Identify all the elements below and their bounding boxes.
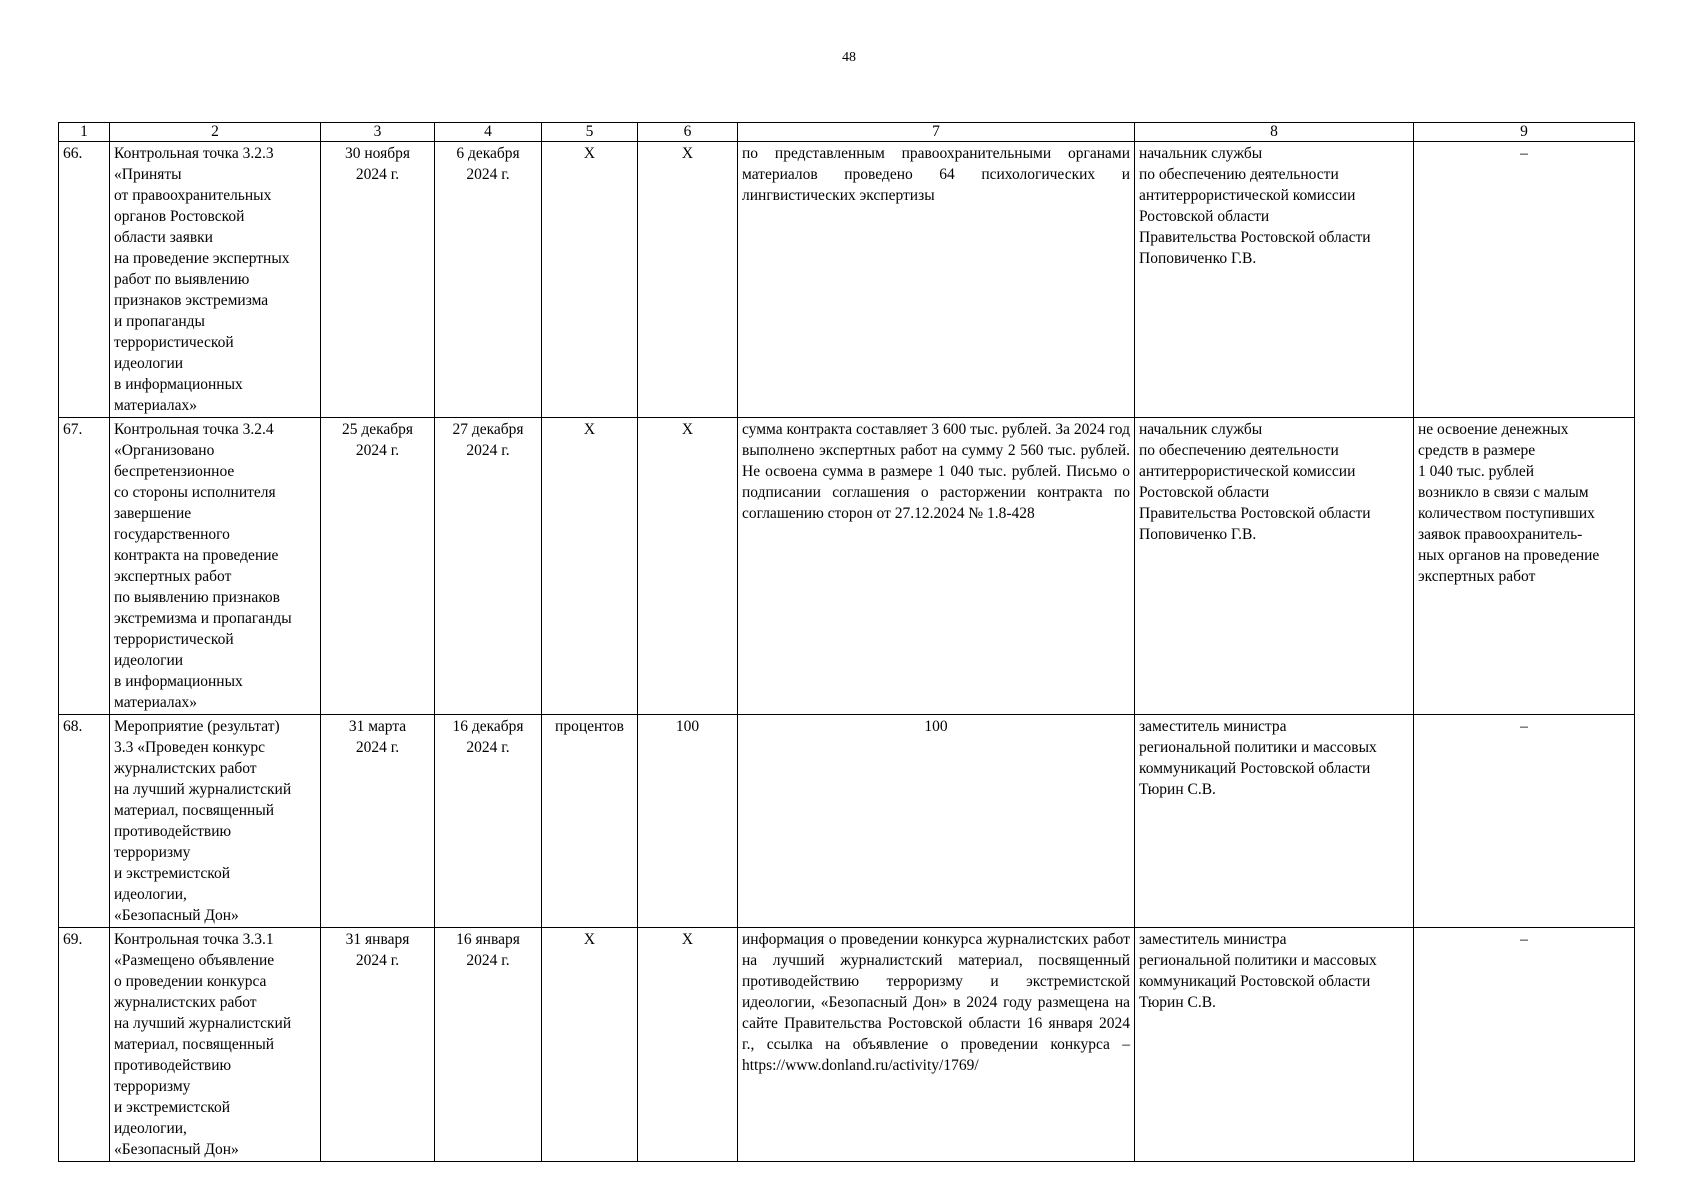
header-col-4: 4 (435, 123, 542, 142)
header-col-6: 6 (638, 123, 738, 142)
fact-date: 27 декабря 2024 г. (435, 418, 542, 715)
result: 100 (738, 715, 1135, 928)
header-col-2: 2 (110, 123, 321, 142)
note: – (1414, 715, 1635, 928)
header-col-3: 3 (321, 123, 435, 142)
plan-date: 31 марта 2024 г. (321, 715, 435, 928)
row-number: 68. (59, 715, 110, 928)
result: сумма контракта составляет 3 600 тыс. рублей. За 2024 год выполнено экспертных работ на сумму 2 560 тыс. рублей. Не освоена сумма в размере 1 040 тыс. рублей. Письмо о подписании соглашения о расторжении контракта по соглашению сторон от 27.12.2024 № 1.8-428 (738, 418, 1135, 715)
result: по представленным правоохранительными органами материалов проведено 64 психологических и лингвистических экспертизы (738, 142, 1135, 418)
fact-date: 6 декабря 2024 г. (435, 142, 542, 418)
unit: Х (542, 418, 638, 715)
event-name: Мероприятие (результат) 3.3 «Проведен конкурс журналистских работ на лучший журналистский материал, посвященный противодействию терроризму и экстремистской идеологии, «Безопасный Дон» (110, 715, 321, 928)
header-row (59, 123, 1635, 142)
unit: процентов (542, 715, 638, 928)
table-row (59, 142, 1635, 418)
responsible: начальник службы по обеспечению деятельности антитеррористической комиссии Ростовской области Правительства Ростовской области Поповиченко Г.В. (1135, 142, 1414, 418)
event-name: Контрольная точка 3.2.4 «Организовано беспретензионное со стороны исполнителя завершение государственного контракта на проведение экспертных работ по выявлению признаков экстремизма и пропаганды террористической идеологии в информационных материалах» (110, 418, 321, 715)
fact-date: 16 декабря 2024 г. (435, 715, 542, 928)
plan-date: 25 декабря 2024 г. (321, 418, 435, 715)
plan-date: 31 января 2024 г. (321, 928, 435, 1162)
header-col-5: 5 (542, 123, 638, 142)
responsible: начальник службы по обеспечению деятельности антитеррористической комиссии Ростовской области Правительства Ростовской области Поповиченко Г.В. (1135, 418, 1414, 715)
header-col-9: 9 (1414, 123, 1635, 142)
note: не освоение денежных средств в размере 1 040 тыс. рублей возникло в связи с малым количеством поступивших заявок правоохранитель- ных органов на проведение экспертных работ (1414, 418, 1635, 715)
header-col-1: 1 (59, 123, 110, 142)
responsible: заместитель министра региональной политики и массовых коммуникаций Ростовской области Тюрин С.В. (1135, 928, 1414, 1162)
table-row (59, 715, 1635, 928)
responsible: заместитель министра региональной политики и массовых коммуникаций Ростовской области Тюрин С.В. (1135, 715, 1414, 928)
event-name: Контрольная точка 3.3.1 «Размещено объявление о проведении конкурса журналистских работ на лучший журналистский материал, посвященный противодействию терроризму и экстремистской идеологии, «Безопасный Дон» (110, 928, 321, 1162)
plan-date: 30 ноября 2024 г. (321, 142, 435, 418)
value: 100 (638, 715, 738, 928)
table-row (59, 418, 1635, 715)
value: Х (638, 418, 738, 715)
unit: Х (542, 142, 638, 418)
value: Х (638, 142, 738, 418)
unit: Х (542, 928, 638, 1162)
value: Х (638, 928, 738, 1162)
result: информация о проведении конкурса журналистских работ на лучший журналистский материал, посвященный противодействию терроризму и экстремистской идеологии, «Безопасный Дон» в 2024 году размещена на сайте Правительства Ростовской области 16 января 2024 г., ссылка на объявление о проведении конкурса – https://www.donland.ru/activity/1769/ (738, 928, 1135, 1162)
header-col-8: 8 (1135, 123, 1414, 142)
row-number: 67. (59, 418, 110, 715)
row-number: 69. (59, 928, 110, 1162)
note: – (1414, 142, 1635, 418)
table-row (59, 928, 1635, 1162)
report-table (58, 122, 1635, 1162)
header-col-7: 7 (738, 123, 1135, 142)
note: – (1414, 928, 1635, 1162)
fact-date: 16 января 2024 г. (435, 928, 542, 1162)
event-name: Контрольная точка 3.2.3 «Приняты от правоохранительных органов Ростовской области заявки на проведение экспертных работ по выявлению признаков экстремизма и пропаганды террористической идеологии в информационных материалах» (110, 142, 321, 418)
page-number: 48 (842, 50, 856, 65)
row-number: 66. (59, 142, 110, 418)
